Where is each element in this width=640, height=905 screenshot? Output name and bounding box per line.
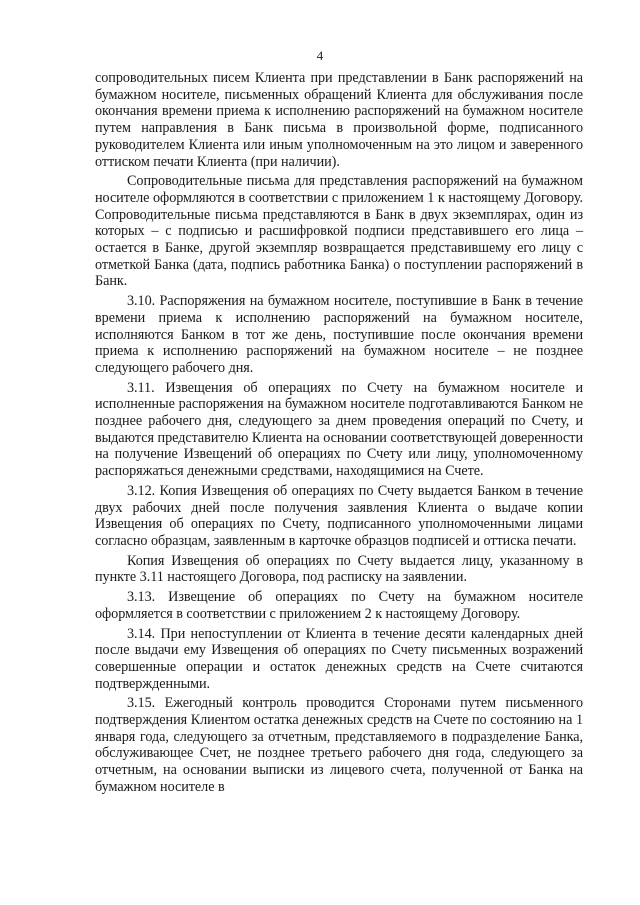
paragraph-copy-issuance: Копия Извещения об операциях по Счету выдается лицу, указанному в пункте 3.11 настоящего Договора, под расписку на заявлении. — [95, 552, 583, 586]
paragraph-3-13: 3.13. Извещение об операциях по Счету на бумажном носителе оформляется в соответствии с приложением 2 к настоящему Договору. — [95, 589, 583, 622]
paragraph-3-10: 3.10. Распоряжения на бумажном носителе, поступившие в Банк в течение времени приема к исполнению распоряжений на бумажном носителе, исполняются Банком в тот же день, поступившие после окончания времени приема к исполнению распоряжений на бумажном носителе – не позднее следующего рабочего дня. — [95, 293, 583, 376]
paragraph-3-11: 3.11. Извещения об операциях по Счету на бумажном носителе и исполненные распоряжения на бумажном носителе подготавливаются Банком не позднее рабочего дня, следующего за днем проведения операций по Счету, и выдаются представителю Клиента на основании соответствующей доверенности на получение Извещений об операциях по Счету или лицу, уполномоченному распоряжаться денежными средствами, находящимися на Счете. — [95, 379, 583, 480]
document-body — [95, 70, 583, 799]
page-number: 4 — [316, 48, 324, 63]
paragraph-continuation: сопроводительных писем Клиента при представлении в Банк распоряжений на бумажном носителе, письменных обращений Клиента для обслуживания после окончания времени приема к исполнению распоряжений на бумажном носителе путем направления в Банк письма в произвольной форме, подписанного руководителем Клиента или иным уполномоченным на это лицом и заверенного оттиском печати Клиента (при наличии). — [95, 70, 583, 170]
paragraph-cover-letters: Сопроводительные письма для представления распоряжений на бумажном носителе оформляются в соответствии с приложением 1 к настоящему Договору. Сопроводительные письма представляются в Банк в двух экземплярах, один из которых – с подписью и расшифровкой подписи представившего его лица – остается в Банке, другой экземпляр возвращается представившему его лицу с отметкой Банка (дата, подпись работника Банка) о поступлении распоряжений в Банк. — [95, 173, 583, 290]
paragraph-3-14: 3.14. При непоступлении от Клиента в течение десяти календарных дней после выдачи ему Извещения об операциях по Счету письменных возражений совершенные операции и остаток денежных средств на Счете считаются подтвержденными. — [95, 625, 583, 692]
paragraph-3-15: 3.15. Ежегодный контроль проводится Сторонами путем письменного подтверждения Клиентом остатка денежных средств на Счете по состоянию на 1 января года, следующего за отчетным, представляемого в подразделение Банка, обслуживающее Счет, не позднее третьего рабочего дня года, следующего за отчетным, на основании выписки из лицевого счета, полученной от Банка на бумажном носителе в — [95, 695, 583, 795]
paragraph-3-12: 3.12. Копия Извещения об операциях по Счету выдается Банком в течение двух рабочих дней после получения заявления Клиента о выдаче копии Извещения об операциях по Счету, подписанного уполномоченными лицами согласно образцам, заявленным в карточке образцов подписей и оттиска печати. — [95, 482, 583, 549]
